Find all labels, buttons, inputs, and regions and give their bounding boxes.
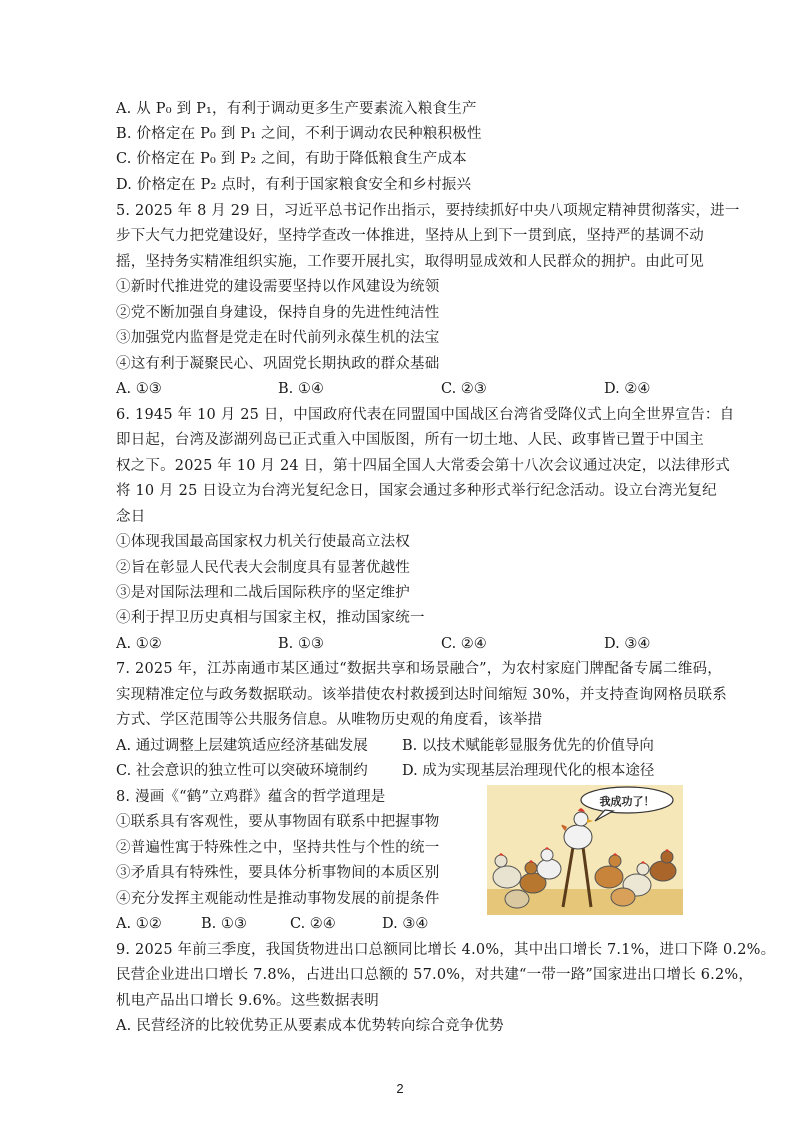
q7-option-c: C. 社会意识的独立性可以突破环境制约: [116, 763, 368, 779]
q6-stem-line: 念日: [116, 509, 146, 525]
q7-stem-line: 实现精准定位与政务数据联动。该举措使农村救援到达时间缩短 30%，并支持查询网格员联系: [116, 687, 727, 703]
q8-item-1: ①联系具有客观性，要从事物固有联系中把握事物: [116, 814, 440, 830]
q6-choice-c: C. ②④: [441, 636, 487, 652]
q5-item-3: ③加强党内监督是党走在时代前列永葆生机的法宝: [116, 330, 440, 346]
q4-option-b: B. 价格定在 P₀ 到 P₁ 之间，不利于调动农民种粮积极性: [116, 126, 482, 142]
crane-among-chickens-cartoon: [487, 785, 683, 915]
q6-stem-line: 6. 1945 年 10 月 25 日，中国政府代表在同盟国中国战区台湾省受降仪式上向全世界宣告：自: [116, 407, 735, 423]
q5-choice-c: C. ②③: [441, 381, 487, 397]
q6-item-4: ④利于捍卫历史真相与国家主权，推动国家统一: [116, 610, 425, 626]
q5-stem-line: 步下大气力把党建设好，坚持学查改一体推进，坚持从上到下一贯到底，坚持严的基调不动: [116, 228, 704, 244]
q7-option-d: D. 成为实现基层治理现代化的根本途径: [402, 763, 655, 779]
q9-stem-line: 民营企业进出口增长 7.8%，占进出口总额的 57.0%，对共建“一带一路”国家进出口增长 6.2%，: [116, 967, 754, 983]
q8-item-3: ③矛盾具有特殊性，要具体分析事物间的本质区别: [116, 865, 440, 881]
q6-choice-b: B. ①③: [278, 636, 324, 652]
q5-choice-a: A. ①③: [116, 381, 162, 397]
q5-stem-line: 5. 2025 年 8 月 29 日，习近平总书记作出指示，要持续抓好中央八项规定精神贯彻落实，进一: [116, 203, 740, 219]
q6-stem-line: 权之下。2025 年 10 月 24 日，第十四届全国人大常委会第十八次会议通过决定，以法律形式: [116, 458, 730, 474]
rooster-on-stilts: [564, 825, 592, 849]
q8-item-2: ②普遍性寓于特殊性之中，坚持共性与个性的统一: [116, 840, 440, 856]
q9-stem-line: 机电产品出口增长 9.6%。这些数据表明: [116, 993, 379, 1009]
q7-stem-line: 方式、学区范围等公共服务信息。从唯物历史观的角度看，该举措: [116, 712, 543, 728]
q6-stem-line: 将 10 月 25 日设立为台湾光复纪念日，国家会通过多种形式举行纪念活动。设立台湾光复纪: [116, 483, 717, 499]
q6-choice-d: D. ③④: [604, 636, 651, 652]
q6-stem-line: 即日起，台湾及澎湖列岛已正式重入中国版图，所有一切土地、人民、政事皆已置于中国主: [116, 432, 704, 448]
q9-option-a: A. 民营经济的比较优势正从要素成本优势转向综合竞争优势: [116, 1018, 504, 1034]
q4-option-c: C. 价格定在 P₀ 到 P₂ 之间，有助于降低粮食生产成本: [116, 151, 467, 167]
q6-choice-a: A. ①②: [116, 636, 162, 652]
q8-choice-d: D. ③④: [382, 916, 429, 932]
q5-item-4: ④这有利于凝聚民心、巩固党长期执政的群众基础: [116, 356, 440, 372]
q9-stem-line: 9. 2025 年前三季度，我国货物进出口总额同比增长 4.0%，其中出口增长 7.1%，进口下降 0.2%。: [116, 942, 776, 958]
q5-item-1: ①新时代推进党的建设需要坚持以作风建设为统领: [116, 279, 440, 295]
q7-option-b: B. 以技术赋能彰显服务优先的价值导向: [402, 738, 654, 754]
q4-option-d: D. 价格定在 P₂ 点时，有利于国家粮食安全和乡村振兴: [116, 177, 472, 193]
q6-item-3: ③是对国际法理和二战后国际秩序的坚定维护: [116, 585, 410, 601]
speech-bubble-text: 我成功了！: [599, 795, 655, 808]
q8-choice-a: A. ①②: [116, 916, 162, 932]
q8-choice-b: B. ①③: [201, 916, 247, 932]
q7-stem-line: 7. 2025 年，江苏南通市某区通过“数据共享和场景融合”，为农村家庭门牌配备专属二维码，: [116, 661, 722, 677]
q6-item-1: ①体现我国最高国家权力机关行使最高立法权: [116, 534, 410, 550]
q5-stem-line: 摇，坚持务实精准组织实施，工作要开展扎实，取得明显成效和人民群众的拥护。由此可见: [116, 254, 704, 270]
q6-item-2: ②旨在彰显人民代表大会制度具有显著优越性: [116, 560, 410, 576]
q5-choice-b: B. ①④: [278, 381, 324, 397]
q8-stem: 8. 漫画《“鹤”立鸡群》蕴含的哲学道理是: [116, 789, 386, 805]
q7-option-a: A. 通过调整上层建筑适应经济基础发展: [116, 738, 368, 754]
q5-choice-d: D. ②④: [604, 381, 651, 397]
q5-item-2: ②党不断加强自身建设，保持自身的先进性纯洁性: [116, 305, 440, 321]
q8-choice-c: C. ②④: [290, 916, 336, 932]
page-number: 2: [396, 1081, 404, 1096]
q8-item-4: ④充分发挥主观能动性是推动事物发展的前提条件: [116, 891, 440, 907]
q4-option-a: A. 从 P₀ 到 P₁，有利于调动更多生产要素流入粮食生产: [116, 101, 477, 117]
